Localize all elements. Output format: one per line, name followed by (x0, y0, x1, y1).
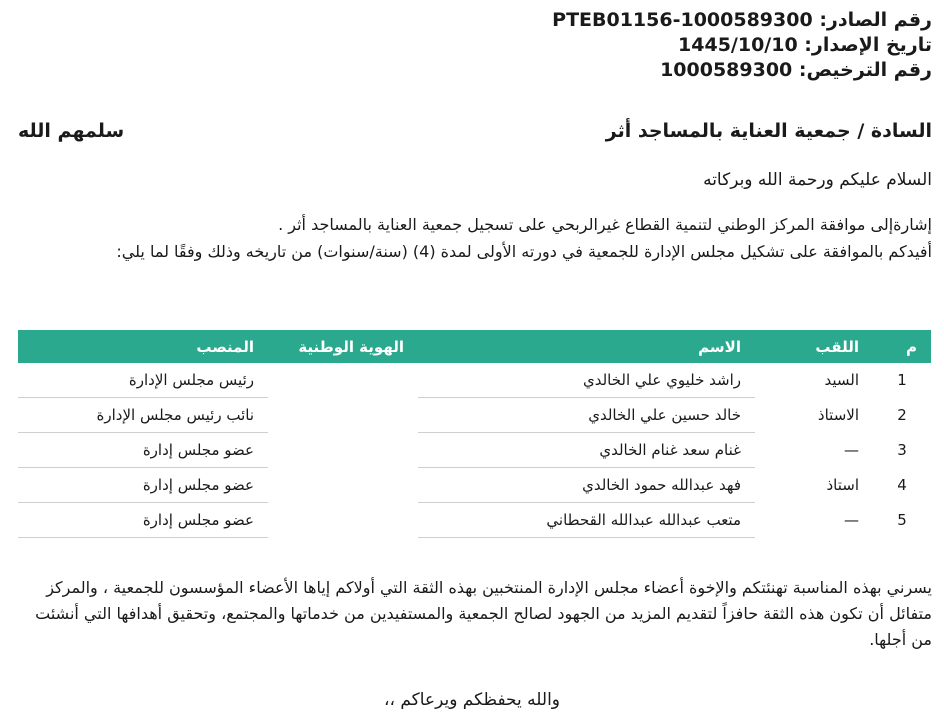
table-row (18, 398, 931, 433)
row-national-id (268, 398, 418, 433)
license-number-label: رقم الترخيص: (798, 59, 932, 81)
table-row (18, 468, 931, 503)
table-row (18, 433, 931, 468)
table-row (18, 363, 931, 398)
header-name: الاسم (418, 330, 755, 363)
table-header-row (18, 330, 931, 363)
greeting: السلام عليكم ورحمة الله وبركاته (703, 170, 932, 190)
row-num: 5 (897, 511, 907, 529)
row-num: 4 (897, 476, 907, 494)
row-name: غنام سعد غنام الخالدي (418, 433, 755, 468)
row-name: متعب عبدالله عبدالله القحطاني (418, 503, 755, 538)
body-line-1: إشارةإلى موافقة المركز الوطني لتنمية القطاع غيرالربحي على تسجيل جمعية العناية بالمساجد أثر . (278, 215, 932, 234)
row-national-id (268, 363, 418, 398)
issue-date (678, 33, 932, 57)
row-position: نائب رئيس مجلس الإدارة (18, 398, 268, 433)
row-national-id (268, 503, 418, 538)
row-title: الاستاذ (817, 406, 859, 424)
row-national-id (268, 433, 418, 468)
row-title: — (844, 441, 859, 459)
issue-date-value: 1445/10/10 (678, 34, 798, 56)
issue-date-label: تاريخ الإصدار: (804, 34, 932, 56)
row-num: 3 (897, 441, 907, 459)
row-position: عضو مجلس إدارة (18, 468, 268, 503)
row-position: عضو مجلس إدارة (18, 503, 268, 538)
header-position: المنصب (18, 330, 268, 363)
issue-number-value: PTEB01156-1000589300 (552, 9, 813, 31)
row-position: عضو مجلس إدارة (18, 433, 268, 468)
row-title: السيد (824, 371, 859, 390)
license-number-value: 1000589300 (660, 59, 793, 81)
row-name: راشد خليوي علي الخالدي (418, 363, 755, 398)
addressee-regards: سلمهم الله (18, 120, 125, 142)
closing-paragraph: يسرني بهذه المناسبة تهنئتكم والإخوة أعضاء مجلس الإدارة المنتخبين بهذه الثقة التي أولاكم إياها الأعضاء المؤسسون للجمعية ، والمركز متفائل أن تكون هذه الثقة حافزاً لتقديم المزيد من الجهود لصالح الجمعية والمستفيدين من خدماتها والمجتمع، وتحقيق أهدافها التي أنشئت من أجلها. (35, 578, 932, 649)
row-name: فهد عبدالله حمود الخالدي (418, 468, 755, 503)
farewell: والله يحفظكم ويرعاكم ،، (383, 690, 561, 710)
row-name: خالد حسين علي الخالدي (418, 398, 755, 433)
row-national-id (268, 468, 418, 503)
row-num: 2 (897, 406, 907, 424)
row-position: رئيس مجلس الإدارة (18, 363, 268, 398)
issue-number-label: رقم الصادر: (819, 9, 932, 31)
header-num: م (873, 330, 931, 363)
board-members-table (18, 330, 931, 538)
row-title: — (844, 511, 859, 529)
body-line-2: أفيدكم بالموافقة على تشكيل مجلس الإدارة للجمعية في دورته الأولى لمدة (4) (سنة/سنوات) من تاريخه وذلك وفقًا لما يلي: (116, 242, 932, 261)
issue-number (552, 8, 932, 32)
license-number (660, 58, 932, 82)
header-title: اللقب (755, 330, 873, 363)
row-title: استاذ (826, 476, 859, 494)
header-national-id: الهوية الوطنية (268, 330, 418, 363)
addressee: السادة / جمعية العناية بالمساجد أثر (605, 120, 932, 142)
table-row (18, 503, 931, 538)
row-num: 1 (897, 371, 907, 390)
